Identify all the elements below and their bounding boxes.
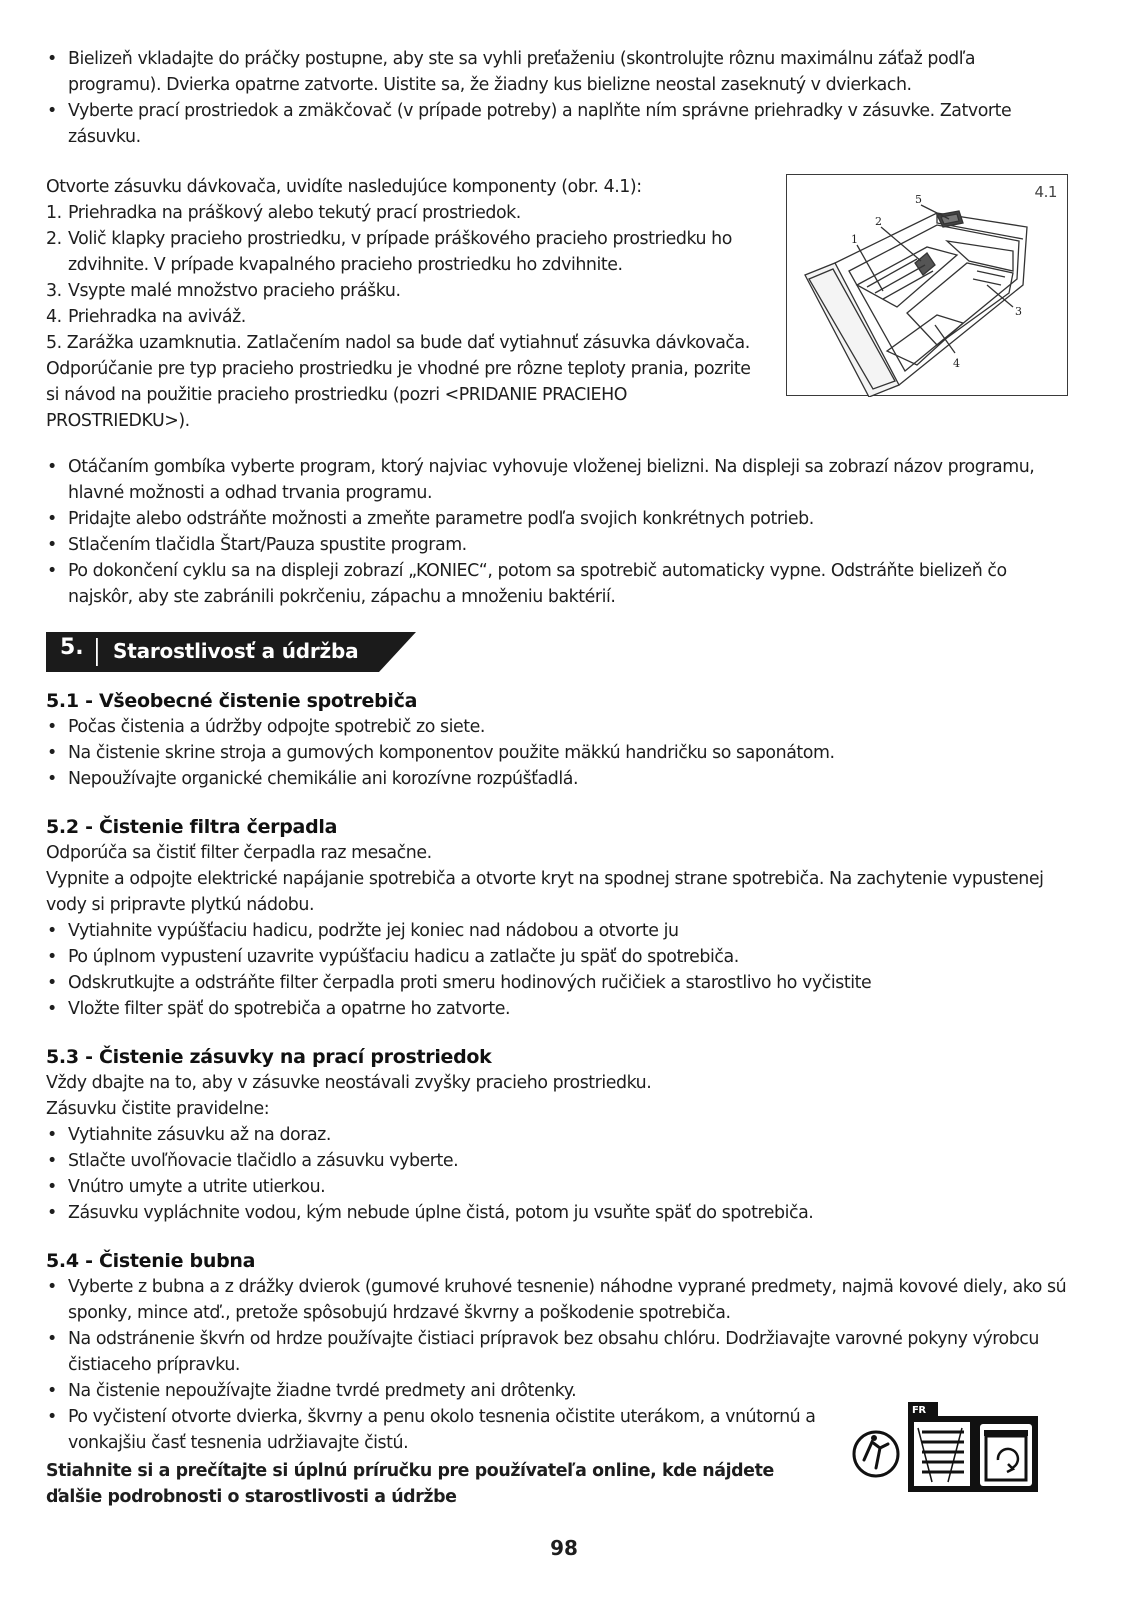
- list-item: • Po vyčistení otvorte dvierka, škvrny a penu okolo tesnenia očistite uterákom, a vnútornú a vonkajšiu časť tesnenia udržiavajte čistú.: [46, 1404, 828, 1456]
- list-item: • Bielizeň vkladajte do práčky postupne, aby ste sa vyhli preťaženiu (skontrolujte rôznu maximálnu záťaž podľa programu). Dvierka opatrne zatvorte. Uistite sa, že žiadny kus bielizne neostal zaseknutý v dvierkach.: [46, 46, 1071, 98]
- list-item: • Na čistenie nepoužívajte žiadne tvrdé predmety ani drôtenky.: [46, 1378, 1071, 1404]
- manual-page: [46, 46, 1071, 1510]
- item-number: 1.: [46, 203, 62, 223]
- list-item: • Počas čistenia a údržby odpojte spotrebič zo siete.: [46, 714, 1071, 740]
- dispenser-description: [46, 174, 768, 434]
- list-item: • Na odstránenie škvŕn od hrdze používajte čistiaci prípravok bez obsahu chlóru. Dodržiavajte varovné pokyny výrobcu čistiaceho prípravku.: [46, 1326, 1071, 1378]
- subsection-5-1: [46, 688, 1071, 792]
- bullet-list: [46, 918, 1071, 1022]
- recycling-logo: [852, 1402, 1042, 1494]
- section-title: Starostlivosť a údržba: [113, 639, 359, 663]
- item-number: 2.: [46, 229, 62, 249]
- dispenser-drawer-illustration: [787, 175, 1069, 397]
- section-banner: [46, 632, 1071, 672]
- bullet-list: [46, 714, 1071, 792]
- paragraph: Zásuvku čistite pravidelne:: [46, 1099, 270, 1119]
- list-item: • Vytiahnite zásuvku až na doraz.: [46, 1122, 1071, 1148]
- list-item: • Vnútro umyte a utrite utierkou.: [46, 1174, 1071, 1200]
- intro-bullet-list: [46, 46, 1071, 150]
- list-item: [46, 226, 768, 278]
- list-item: • Po úplnom vypustení uzavrite vypúšťaciu hadicu a zatlačte ju späť do spotrebiča.: [46, 944, 1071, 970]
- list-item: [46, 304, 768, 330]
- subsection-heading: 5.3 - Čistenie zásuvky na prací prostriedok: [46, 1046, 492, 1068]
- dispenser-drawer-block: [46, 174, 1071, 431]
- list-item: • Pridajte alebo odstráňte možnosti a zmeňte parametre podľa svojich konkrétnych potrieb.: [46, 506, 1071, 532]
- subsection-5-2: [46, 814, 1071, 1022]
- item-text: Vsypte malé množstvo pracieho prášku.: [68, 281, 401, 301]
- list-item: • Zásuvku vypláchnite vodou, kým nebude úplne čistá, potom ju vsuňte späť do spotrebiča.: [46, 1200, 1071, 1226]
- list-item: • Vyberte prací prostriedok a zmäkčovač (v prípade potreby) a naplňte ním správne priehradky v zásuvke. Zatvorte zásuvku.: [46, 98, 1071, 150]
- online-manual-note: Stiahnite si a prečítajte si úplnú príručku pre používateľa online, kde nájdete ďalšie podrobnosti o starostlivosti a údržbe: [46, 1461, 774, 1507]
- list-item: • Otáčaním gombíka vyberte program, ktorý najviac vyhovuje vloženej bielizni. Na displeji sa zobrazí názov programu, hlavné možnosti a odhad trvania programu.: [46, 454, 1071, 506]
- list-item: • Po dokončení cyklu sa na displeji zobrazí „KONIEC“, potom sa spotrebič automaticky vypne. Odstráňte bielizeň čo najskôr, aby ste zabránili pokrčeniu, zápachu a množeniu baktérií.: [46, 558, 1071, 610]
- subsection-heading: 5.1 - Všeobecné čistenie spotrebiča: [46, 690, 418, 712]
- list-item: [46, 278, 768, 304]
- item-text: Zarážka uzamknutia. Zatlačením nadol sa bude dať vytiahnuť zásuvka dávkovača. Odporúčanie pre typ pracieho prostriedku je vhodné pre rôzne teploty prania, pozrite si návod na použitie pracieho prostriedku (pozri <PRIDANIE PRACIEHO PROSTRIEDKU>).: [46, 333, 751, 431]
- bullet-list: [46, 1122, 1071, 1226]
- figure-callout-3: 3: [1015, 305, 1022, 318]
- figure-label: 4.1: [1034, 183, 1057, 201]
- subsection-heading: 5.2 - Čistenie filtra čerpadla: [46, 816, 338, 838]
- list-item: • Vytiahnite vypúšťaciu hadicu, podržte jej koniec nad nádobou a otvorte ju: [46, 918, 1071, 944]
- figure-callout-4: 4: [953, 357, 960, 370]
- dispenser-figure: [786, 174, 1068, 396]
- subsection-heading: 5.4 - Čistenie bubna: [46, 1250, 256, 1272]
- paragraph: Odporúča sa čistiť filter čerpadla raz mesačne.: [46, 843, 432, 863]
- list-item: • Vložte filter späť do spotrebiča a opatrne ho zatvorte.: [46, 996, 1071, 1022]
- dispenser-components-list: [46, 200, 768, 434]
- item-number: 4.: [46, 307, 62, 327]
- list-item: • Vyberte z bubna a z drážky dvierok (gumové kruhové tesnenie) náhodne vyprané predmety, najmä kovové diely, ako sú sponky, mince atď., pretože spôsobujú hrdzavé škvrny a poškodenie spotrebiča.: [46, 1274, 1071, 1326]
- paper-icon: [914, 1422, 970, 1486]
- item-number: 5.: [46, 333, 62, 353]
- item-number: 3.: [46, 281, 62, 301]
- list-item: • Odskrutkujte a odstráňte filter čerpadla proti smeru hodinových ručičiek a starostlivo ho vyčistite: [46, 970, 1071, 996]
- region-badge: FR: [912, 1405, 926, 1416]
- list-item: [46, 200, 768, 226]
- list-item: • Nepoužívajte organické chemikálie ani korozívne rozpúšťadlá.: [46, 766, 1071, 792]
- triman-icon: [854, 1432, 898, 1476]
- list-item: • Stlačte uvoľňovacie tlačidlo a zásuvku vyberte.: [46, 1148, 1071, 1174]
- list-item: • Stlačením tlačidla Štart/Pauza spustite program.: [46, 532, 1071, 558]
- item-text: Priehradka na práškový alebo tekutý prací prostriedok.: [68, 203, 521, 223]
- recycle-bin-icon: [980, 1424, 1032, 1486]
- item-text: Volič klapky pracieho prostriedku, v prípade práškového pracieho prostriedku ho zdvihnite. V prípade kvapalného pracieho prostriedku ho zdvihnite.: [68, 229, 732, 275]
- figure-callout-1: 1: [851, 233, 858, 246]
- paragraph: Vždy dbajte na to, aby v zásuvke neostávali zvyšky pracieho prostriedku.: [46, 1073, 652, 1093]
- subsection-5-3: [46, 1044, 1071, 1226]
- section-number: 5.: [60, 635, 84, 660]
- page-number: 98: [550, 1536, 578, 1560]
- figure-callout-5: 5: [915, 193, 922, 206]
- list-item: [46, 330, 768, 434]
- dispenser-intro: Otvorte zásuvku dávkovača, uvidíte nasledujúce komponenty (obr. 4.1):: [46, 177, 642, 197]
- list-item: • Na čistenie skrine stroja a gumových komponentov použite mäkkú handričku so saponátom.: [46, 740, 1071, 766]
- program-bullet-list: [46, 454, 1071, 610]
- figure-callout-2: 2: [875, 215, 882, 228]
- paragraph: Vypnite a odpojte elektrické napájanie spotrebiča a otvorte kryt na spodnej strane spotrebiča. Na zachytenie vypustenej vody si pripravte plytkú nádobu.: [46, 869, 1044, 915]
- item-text: Priehradka na aviváž.: [68, 307, 246, 327]
